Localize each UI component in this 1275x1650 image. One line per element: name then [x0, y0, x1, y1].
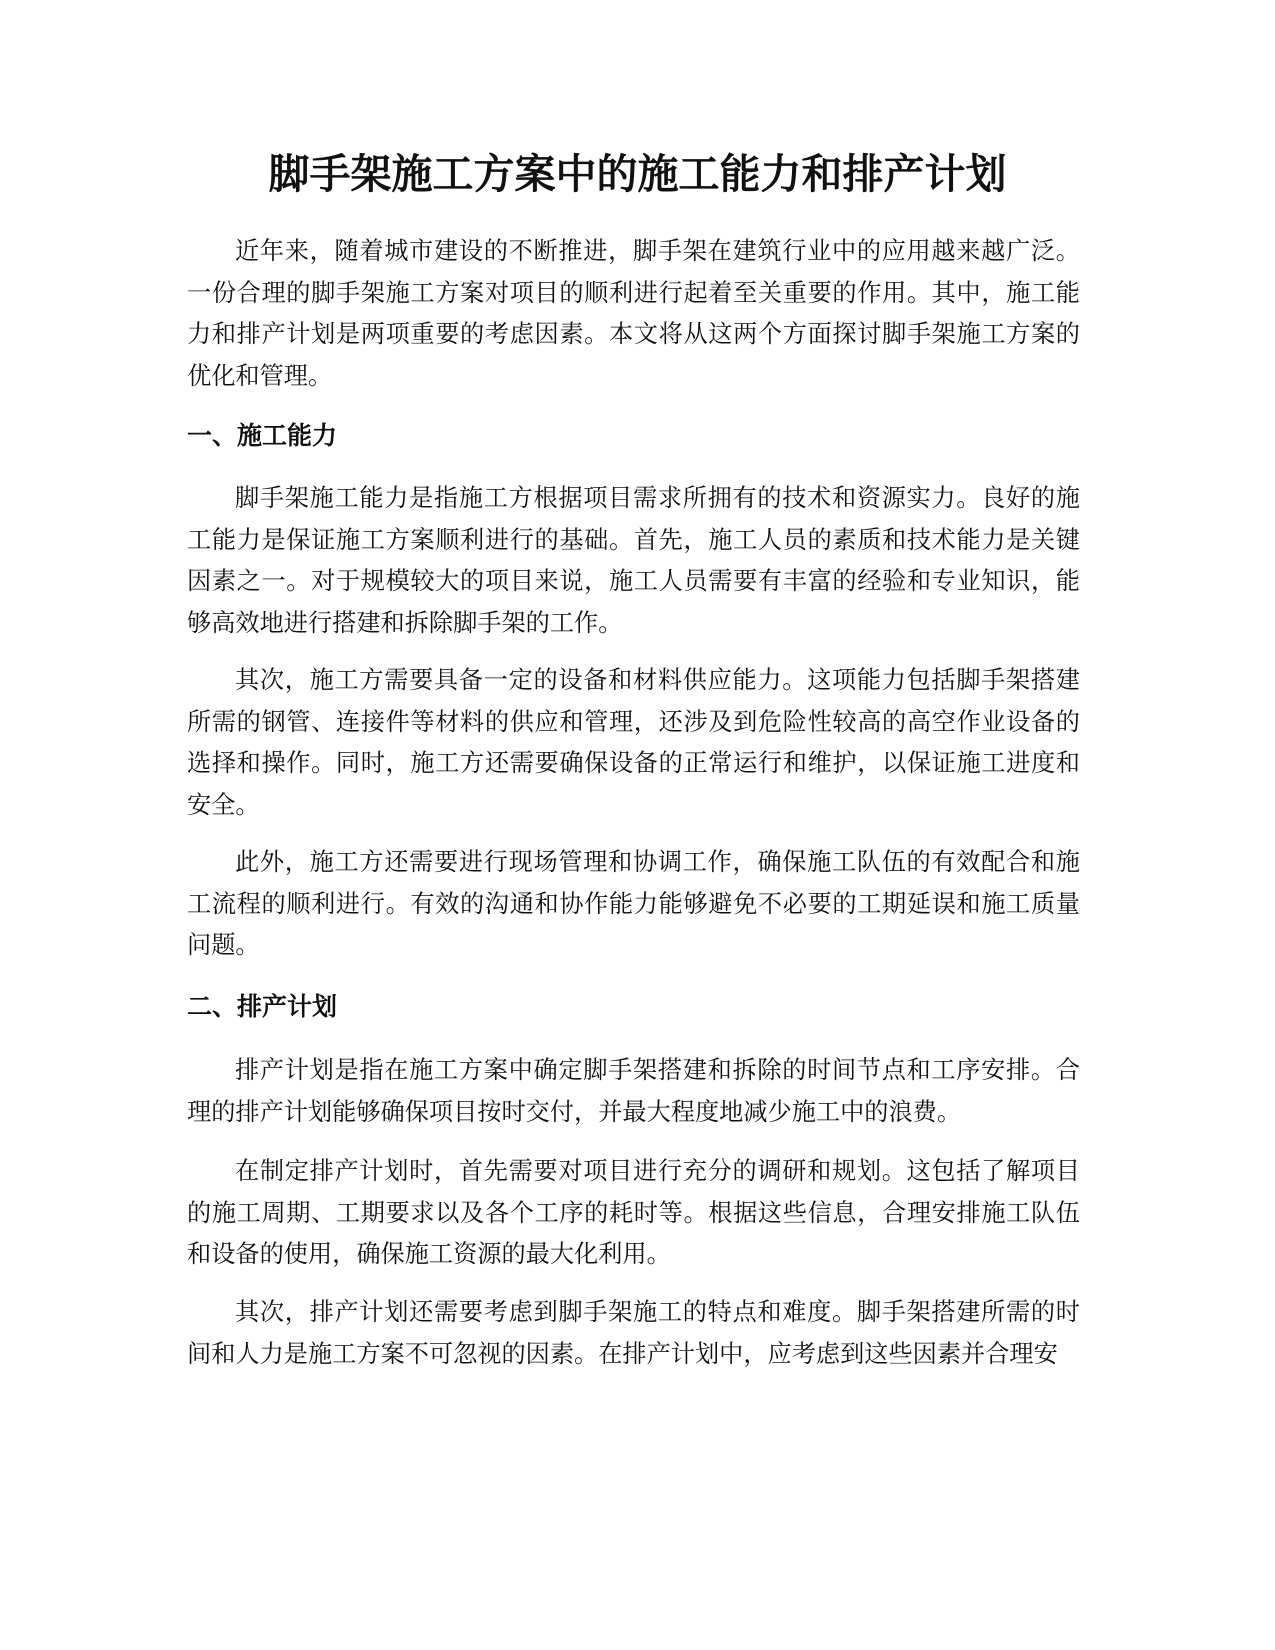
section-heading-schedule: 二、排产计划: [187, 992, 338, 1021]
section-schedule-p3: [187, 1292, 1080, 1375]
intro-paragraph: 近年来，随着城市建设的不断推进，脚手架在建筑行业中的应用越来越广泛。一份合理的脚手架施工方案对项目的顺利进行起着至关重要的作用。其中，施工能力和排产计划是两项重要的考虑因素。本文将从这两个方面探讨脚手架施工方案的优化和管理。: [187, 237, 1080, 390]
section-schedule-p2: [187, 1151, 1080, 1276]
paragraph: 其次，排产计划还需要考虑到脚手架施工的特点和难度。脚手架搭建所需的时间和人力是施工方案不可忽视的因素。在排产计划中，应考虑到这些因素并合理安: [187, 1298, 1080, 1368]
paragraph: 脚手架施工能力是指施工方根据项目需求所拥有的技术和资源实力。良好的施工能力是保证施工方案顺利进行的基础。首先，施工人员的素质和技术能力是关键因素之一。对于规模较大的项目来说，施工人员需要有丰富的经验和专业知识，能够高效地进行搭建和拆除脚手架的工作。: [187, 484, 1080, 637]
document-title: 脚手架施工方案中的施工能力和排产计划: [268, 150, 1007, 198]
section-capability-p1: [187, 478, 1080, 644]
intro-block: [187, 231, 1080, 397]
paragraph: 排产计划是指在施工方案中确定脚手架搭建和拆除的时间节点和工序安排。合理的排产计划能够确保项目按时交付，并最大程度地减少施工中的浪费。: [187, 1056, 1080, 1126]
section-schedule-p1: [187, 1050, 1080, 1133]
section-heading-capability: 一、施工能力: [187, 421, 338, 450]
paragraph: 在制定排产计划时，首先需要对项目进行充分的调研和规划。这包括了解项目的施工周期、工期要求以及各个工序的耗时等。根据这些信息，合理安排施工队伍和设备的使用，确保施工资源的最大化利用。: [187, 1157, 1080, 1268]
paragraph: 此外，施工方还需要进行现场管理和协调工作，确保施工队伍的有效配合和施工流程的顺利进行。有效的沟通和协作能力能够避免不必要的工期延误和施工质量问题。: [187, 848, 1080, 959]
section-capability-p3: [187, 842, 1080, 967]
section-capability-p2: [187, 660, 1080, 826]
paragraph: 其次，施工方需要具备一定的设备和材料供应能力。这项能力包括脚手架搭建所需的钢管、连接件等材料的供应和管理，还涉及到危险性较高的高空作业设备的选择和操作。同时，施工方还需要确保设备的正常运行和维护，以保证施工进度和安全。: [187, 666, 1080, 819]
